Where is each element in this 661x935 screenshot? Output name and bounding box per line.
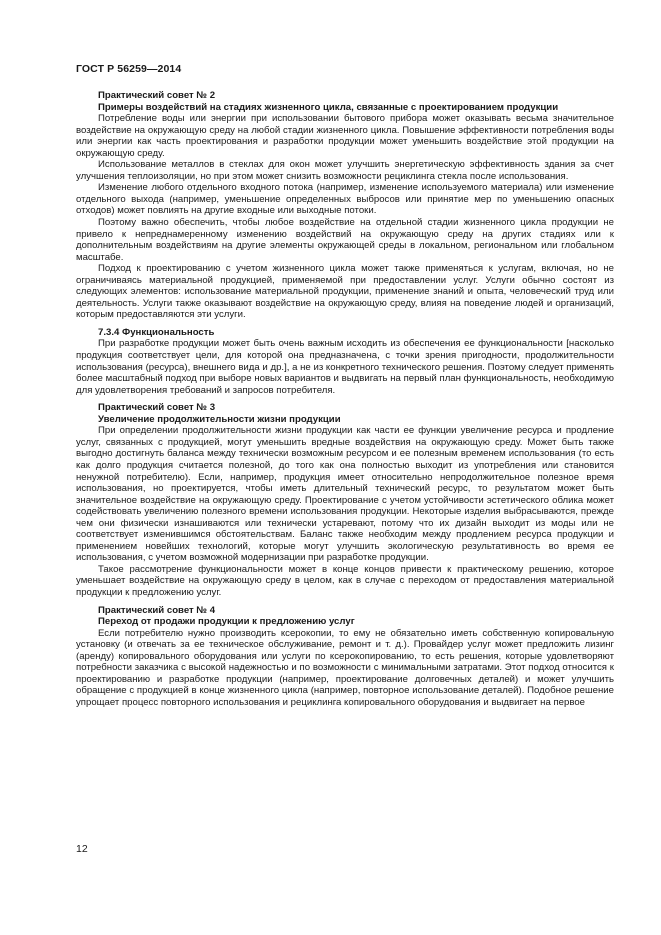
- advice-3-subtitle: Увеличение продолжительности жизни продукции: [98, 413, 341, 425]
- advice-4-paragraph: Если потребителю нужно производить ксерокопии, то ему не обязательно иметь собственную копировальную установку (и отвечать за ее техническое обслуживание, ремонт и т. д.). Провайдер услуг может предложить лизинг (аренду) копировального оборудования или услуги по ксерокопированию, то есть решения, которые удовлетворяют потребности заказчика с высокой надежностью и по возможности с минимальными затратами. Этот подход относится к проектированию и разработке продукции (например, проектирование долговечных деталей) и может улучшить обращение с продукцией в конце жизненного цикла (например, повторное использование деталей). Подобное решение упрощает процесс повторного использования и рециклинга копировального оборудования и выдвигает на первое: [76, 627, 614, 708]
- advice-2-paragraph: Поэтому важно обеспечить, чтобы любое воздействие на отдельной стадии жизненного цикла продукции не привело к непреднамеренному изменению воздействий на окружающую среду на других стадиях или к дополнительным воздействиям на другие элементы окружающей среды в локальном, региональном или глобальном масштабе.: [76, 217, 614, 263]
- advice-3-paragraph: Такое рассмотрение функциональности может в конце концов привести к практическому решению, которое уменьшает воздействие на окружающую среду в целом, как в случае с переходом от предоставления материальной продукции к предложению услуг.: [76, 563, 614, 598]
- section-7-3-4-paragraph: При разработке продукции может быть очень важным исходить из обеспечения ее функциональности [насколько продукция соответствует цели, для которой она предназначена, с точки зрения пригодности, продолжительности использования (ресурса), внешнего вида и др.], а не из конкретного технического решения. Поэтому следует применять более масштабный подход при выборе новых вариантов и выдвигать на первый план функциональность, необходимую для удовлетворения требований и запросов потребителя.: [76, 338, 614, 396]
- advice-2-paragraph: Потребление воды или энергии при использовании бытового прибора может оказывать весьма значительное воздействие на окружающую среду на любой стадии жизненного цикла. Повышение эффективности потребления воды или энергии как часть проектирования и разработки продукции может уменьшить воздействие этой продукции на окружающую среду.: [76, 113, 614, 159]
- advice-2-paragraph: Подход к проектированию с учетом жизненного цикла может также применяться к услугам, включая, но не ограничиваясь материальной продукцией, применяемой при предоставлении услуг. Услуги обычно состоят из следующих элементов: использование материальной продукции, применение знаний и опыта, человеческий труд или деятельность. Услуги также оказывают воздействие на окружающую среду, влияя на поведение людей и организаций, которым предоставляются эти услуги.: [76, 263, 614, 321]
- advice-2-paragraph: Изменение любого отдельного входного потока (например, изменение используемого материала) или изменение отдельного выхода (например, уменьшение определенных выбросов или принятие мер по уменьшению опасных отходов) может повлиять на другие входные или выходные потоки.: [76, 182, 614, 217]
- page-number: 12: [76, 843, 88, 855]
- document-id: ГОСТ Р 56259—2014: [76, 63, 182, 75]
- advice-2-paragraph: Использование металлов в стеклах для окон может улучшить энергетическую эффективность здания за счет улучшения теплоизоляции, но при этом может снизить возможности рециклинга стекла после использования.: [76, 159, 614, 182]
- advice-4-subtitle: Переход от продажи продукции к предложению услуг: [98, 616, 355, 628]
- advice-2-title: Практический совет № 2: [98, 90, 216, 101]
- page-body: [76, 90, 614, 708]
- advice-2-subtitle: Примеры воздействий на стадиях жизненного цикла, связанные с проектированием продукции: [98, 101, 559, 113]
- advice-4-title: Практический совет № 4: [98, 604, 216, 616]
- advice-3-title: Практический совет № 3: [98, 402, 216, 414]
- section-7-3-4-heading: 7.3.4 Функциональность: [98, 326, 215, 338]
- advice-3-paragraph: При определении продолжительности жизни продукции как части ее функции увеличение ресурса и продление услуг, связанных с продукцией, могут уменьшить вредные воздействия на окружающую среду. Может быть также выгодно достигнуть баланса между технически возможным ресурсом и ее полезным временем использования (то есть как долго продукция считается полезной, до того как она полностью выходит из употребления или становится ненужной потребителю). Если, например, продукция имеет относительно непродолжительное полезное время использования, но проектируется, чтобы иметь длительный технический ресурс, то результатом может быть значительное воздействие на окружающую среду. Проектирование с учетом устойчивости эстетического облика может содействовать увеличению полезного времени использования продукции. Некоторые изделия выбрасываются, прежде чем они физически изнашиваются или технически устаревают, потому что их дизайн выходит из моды или не соответствует изменившимся обстоятельствам. Баланс также необходим между продлением ресурса продукции и применением новейших технологий, которые могут улучшить экологическую результативность во время ее использования, с учетом возможной модернизации при разработке продукции.: [76, 425, 614, 564]
